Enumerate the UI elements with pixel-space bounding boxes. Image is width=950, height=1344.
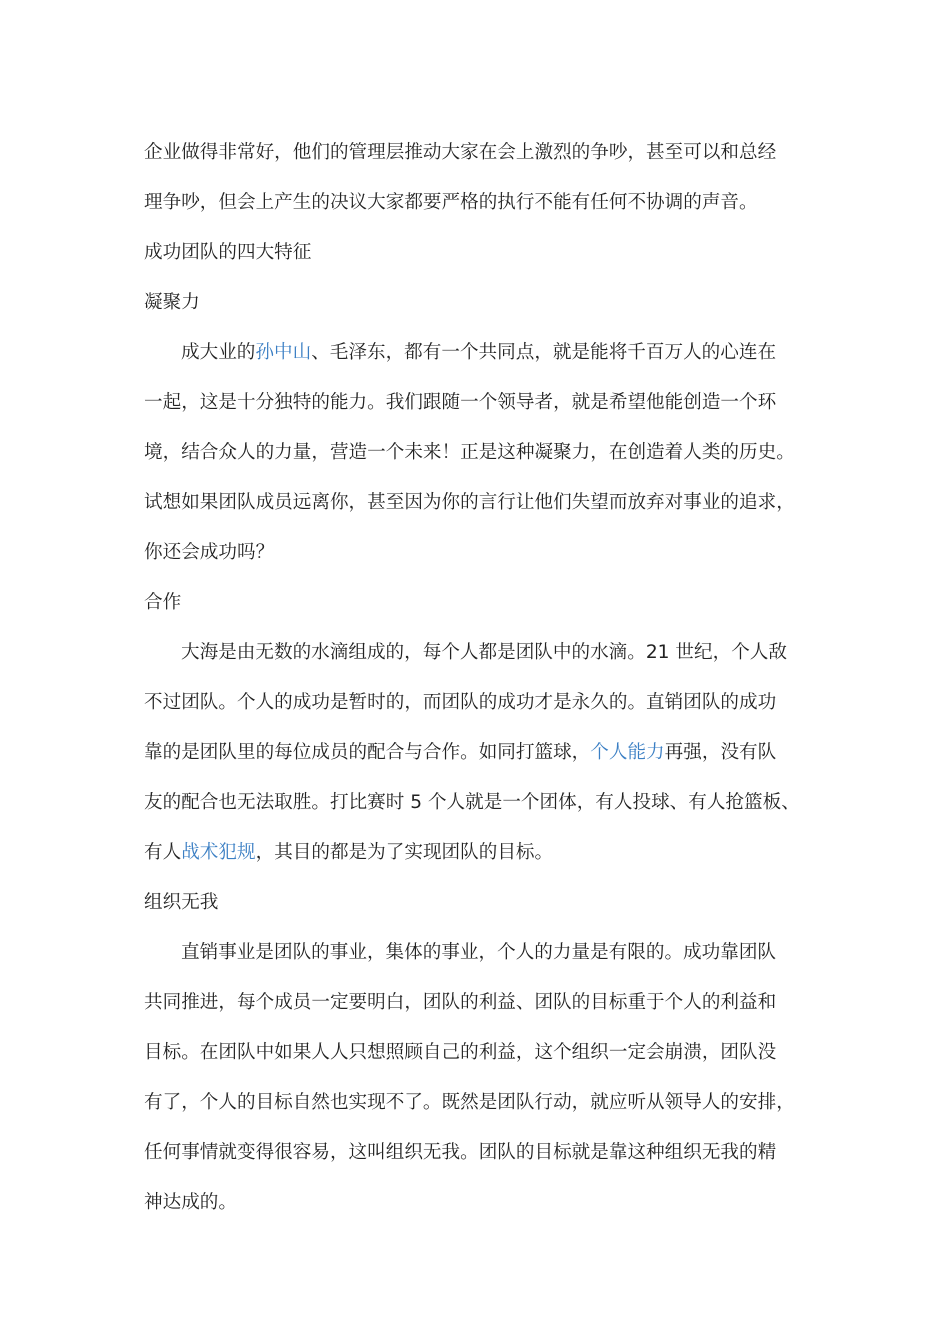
cohesion-line-2: 一起，这是十分独特的能力。我们跟随一个领导者，就是希望他能创造一个环 [144, 392, 777, 413]
cooperation-text-5b: ，其目的都是为了实现团队的目标。 [255, 842, 554, 863]
link-tactical-foul[interactable]: 战术犯规 [181, 842, 256, 863]
intro-line-1: 企业做得非常好，他们的管理层推动大家在会上激烈的争吵，甚至可以和总经 [144, 142, 777, 163]
selflessness-line-2: 共同推进，每个成员一定要明白，团队的利益、团队的目标重于个人的利益和 [144, 992, 777, 1013]
selflessness-line-1: 直销事业是团队的事业，集体的事业，个人的力量是有限的。成功靠团队 [181, 942, 777, 963]
link-sun-zhongshan[interactable]: 孙中山 [255, 342, 312, 363]
cooperation-line-1: 大海是由无数的水滴组成的，每个人都是团队中的水滴。21 世纪，个人敌 [181, 642, 787, 663]
intro-line-2: 理争吵，但会上产生的决议大家都要严格的执行不能有任何不协调的声音。 [144, 192, 758, 213]
cohesion-line-4: 试想如果团队成员远离你，甚至因为你的言行让他们失望而放弃对事业的追求， [144, 492, 795, 513]
cooperation-text-3b: 再强，没有队 [664, 742, 777, 763]
cohesion-line-1 [144, 328, 806, 378]
document-body [144, 128, 806, 1228]
selflessness-line-3: 目标。在团队中如果人人只想照顾自己的利益，这个组织一定会崩溃，团队没 [144, 1042, 777, 1063]
cooperation-line-2: 不过团队。个人的成功是暂时的，而团队的成功才是永久的。直销团队的成功 [144, 692, 777, 713]
heading-cooperation: 合作 [144, 592, 182, 613]
cohesion-text-1a: 成大业的 [181, 342, 256, 363]
selflessness-line-6: 神达成的。 [144, 1192, 237, 1213]
section-title: 成功团队的四大特征 [144, 242, 312, 263]
cohesion-text-1b: 、毛泽东，都有一个共同点，就是能将千百万人的心连在 [311, 342, 777, 363]
link-individual-ability[interactable]: 个人能力 [590, 742, 665, 763]
cooperation-text-3a: 靠的是团队里的每位成员的配合与合作。如同打篮球， [144, 742, 591, 763]
cohesion-line-5: 你还会成功吗？ [144, 542, 275, 563]
cooperation-line-5 [144, 828, 806, 878]
heading-selflessness: 组织无我 [144, 892, 219, 913]
cooperation-line-3 [144, 728, 806, 778]
selflessness-line-5: 任何事情就变得很容易，这叫组织无我。团队的目标就是靠这种组织无我的精 [144, 1142, 777, 1163]
heading-cohesion: 凝聚力 [144, 292, 200, 313]
cooperation-text-5a: 有人 [144, 842, 182, 863]
cooperation-line-4: 友的配合也无法取胜。打比赛时 5 个人就是一个团体，有人投球、有人抢篮板、 [144, 792, 800, 813]
cohesion-line-3: 境，结合众人的力量，营造一个未来！正是这种凝聚力，在创造着人类的历史。 [144, 442, 795, 463]
selflessness-line-4: 有了，个人的目标自然也实现不了。既然是团队行动，就应听从领导人的安排， [144, 1092, 795, 1113]
